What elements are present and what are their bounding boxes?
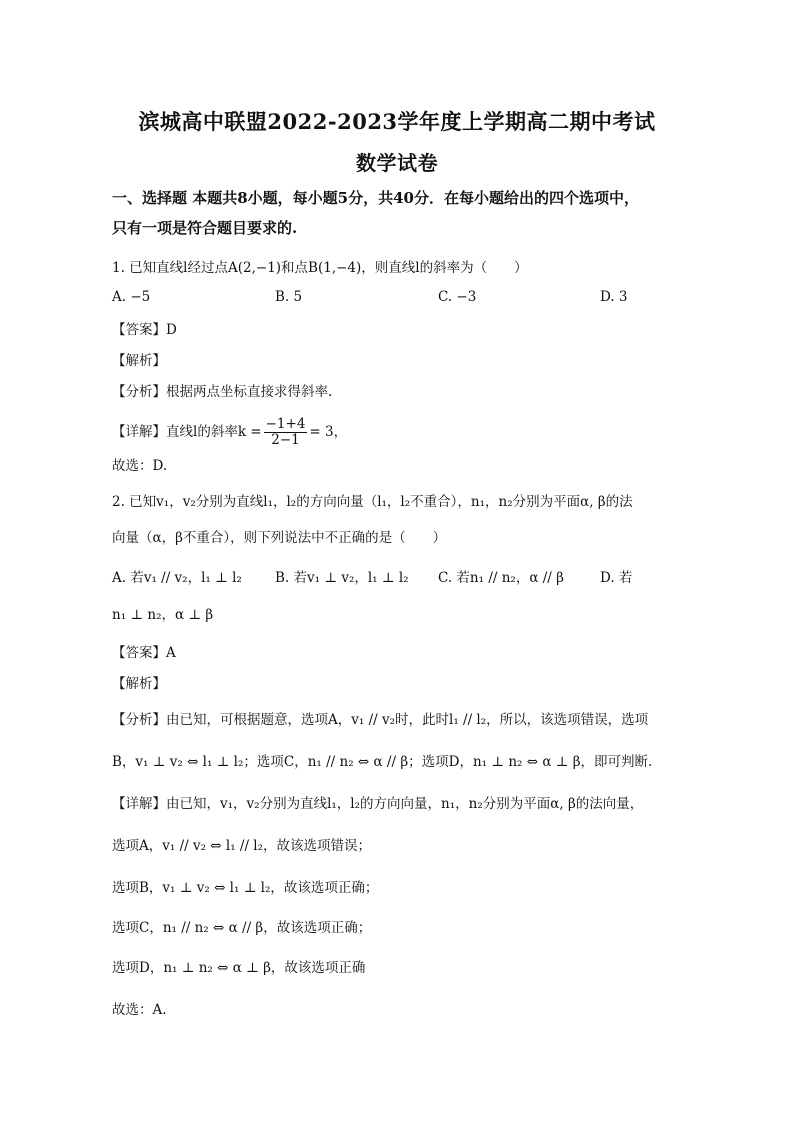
q1-detail xyxy=(112,412,347,452)
q2-fenxi-line1: 【分析】由已知，可根据题意，选项A，v₁ // v₂时，此时l₁ // l₂，所以，该选项错误，选项 xyxy=(112,712,649,728)
q2-detail-a: 选项A，v₁ // v₂ ⇔ l₁ // l₂，故该选项错误； xyxy=(112,838,372,854)
q2-detail-b: 选项B，v₁ ⊥ v₂ ⇔ l₁ ⊥ l₂，故该选项正确； xyxy=(112,880,379,896)
section-heading-line1: 一、选择题 本题共8小题，每小题5分，共40分．在每小题给出的四个选项中， xyxy=(112,189,639,207)
q2-option-d-continued: n₁ ⊥ n₂，α ⊥ β xyxy=(112,607,214,623)
q1-slope-fraction xyxy=(264,417,308,448)
q2-option-b: B. 若v₁ ⊥ v₂，l₁ ⊥ l₂ xyxy=(275,570,409,586)
q1-option-a: A. −5 xyxy=(112,289,151,305)
q1-analysis-label: 【解析】 xyxy=(112,353,166,369)
q1-fenxi: 【分析】根据两点坐标直接求得斜率. xyxy=(112,384,333,400)
q2-option-a: A. 若v₁ // v₂，l₁ ⊥ l₂ xyxy=(112,570,242,586)
q1-conclusion: 故选：D. xyxy=(112,458,168,474)
q2-detail-line1: 【详解】由已知，v₁，v₂分别为直线l₁，l₂的方向向量，n₁，n₂分别为平面α, β的法向量， xyxy=(112,796,644,812)
q2-answer: 【答案】A xyxy=(112,645,176,661)
q1-fraction-denominator: 2−1 xyxy=(271,431,300,448)
q1-answer: 【答案】D xyxy=(112,322,177,338)
q1-option-d: D. 3 xyxy=(600,289,628,305)
q1-fraction-numerator: −1+4 xyxy=(265,415,306,432)
q2-stem-line1: 2. 已知v₁，v₂分别为直线l₁，l₂的方向向量（l₁，l₂不重合），n₁，n₂分别为平面α, β的法 xyxy=(112,494,633,510)
q2-fenxi-line2: B，v₁ ⊥ v₂ ⇔ l₁ ⊥ l₂；选项C，n₁ // n₂ ⇔ α // β；选项D，n₁ ⊥ n₂ ⇔ α ⊥ β，即可判断. xyxy=(112,754,653,770)
section-heading-line2: 只有一项是符合题目要求的. xyxy=(112,219,298,237)
q2-analysis-label: 【解析】 xyxy=(112,676,166,692)
q2-conclusion: 故选：A. xyxy=(112,1002,167,1018)
q2-option-d: D. 若 xyxy=(600,570,633,586)
exam-title: 滨城高中联盟2022-2023学年度上学期高二期中考试 xyxy=(138,109,656,134)
q2-detail-d: 选项D，n₁ ⊥ n₂ ⇔ α ⊥ β，故该选项正确 xyxy=(112,960,366,976)
q1-option-b: B. 5 xyxy=(275,289,303,305)
q1-detail-prefix: 【详解】直线l的斜率k = xyxy=(112,424,262,440)
q2-detail-c: 选项C，n₁ // n₂ ⇔ α // β，故该选项正确； xyxy=(112,920,372,936)
q1-stem: 1. 已知直线l经过点A(2,−1)和点B(1,−4)，则直线l的斜率为（ ） xyxy=(112,260,528,276)
exam-subtitle: 数学试卷 xyxy=(356,151,438,175)
q1-detail-suffix: = 3， xyxy=(309,424,348,440)
q1-option-c: C. −3 xyxy=(438,289,477,305)
q2-stem-line2: 向量（α，β不重合），则下列说法中不正确的是（ ） xyxy=(112,530,447,546)
q2-option-c: C. 若n₁ // n₂，α // β xyxy=(438,570,564,586)
